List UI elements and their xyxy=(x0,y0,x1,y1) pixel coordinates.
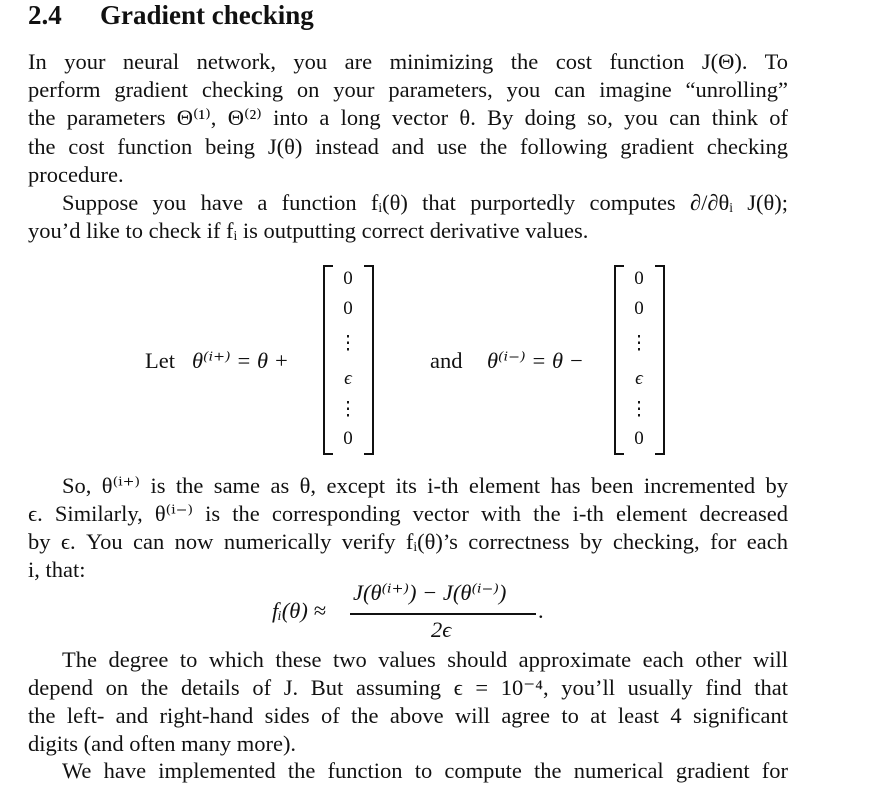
vector-cell: ⋮ xyxy=(338,399,358,420)
vector-cell: 0 xyxy=(343,298,353,319)
section-heading xyxy=(28,0,314,31)
right-bracket xyxy=(364,265,374,455)
paragraph-line: In your neural network, you are minimizing the cost function J(Θ). To xyxy=(28,49,788,74)
vector-cell: ⋮ xyxy=(629,399,649,420)
period: . xyxy=(538,598,544,623)
vector-cell: ϵ xyxy=(344,368,352,389)
fraction-numerator: J(θ⁽ⁱ⁺⁾) − J(θ⁽ⁱ⁻⁾) xyxy=(353,580,507,605)
paragraph-line: you’d like to check if fᵢ is outputting correct derivative values. xyxy=(28,218,589,243)
theta-plus-def: θ⁽ⁱ⁺⁾ = θ + xyxy=(192,348,289,373)
vector-cell: ⋮ xyxy=(338,333,358,354)
section-title: Gradient checking xyxy=(100,0,314,30)
vector-cell: 0 xyxy=(634,268,644,289)
vector-cell: 0 xyxy=(634,428,644,449)
paragraph-line-cut: We have implemented the function to compute the numerical gradient for xyxy=(62,758,788,783)
paragraph-line: Suppose you have a function fᵢ(θ) that purportedly computes ∂/∂θᵢ J(θ); xyxy=(62,190,788,215)
fraction-bar xyxy=(350,613,536,615)
fraction-denominator: 2ϵ xyxy=(431,617,452,642)
paragraph-line: the left- and right-hand sides of the above will agree to at least 4 significant xyxy=(28,703,788,728)
theta-minus-def: θ⁽ⁱ⁻⁾ = θ − xyxy=(487,348,584,373)
paragraph-line: depend on the details of J. But assuming ϵ = 10⁻⁴, you’ll usually find that xyxy=(28,675,788,700)
paragraph-line: The degree to which these two values should approximate each other will xyxy=(62,647,788,672)
paragraph-line: ϵ. Similarly, θ⁽ⁱ⁻⁾ is the corresponding vector with the i-th element decreased xyxy=(28,501,788,526)
section-number: 2.4 xyxy=(28,0,62,30)
paragraph-line: i, that: xyxy=(28,557,86,582)
paragraph-line: procedure. xyxy=(28,162,124,187)
approx-lhs: fᵢ(θ) ≈ xyxy=(272,598,326,623)
vector-cell: 0 xyxy=(634,298,644,319)
paragraph-line: the parameters Θ⁽¹⁾, Θ⁽²⁾ into a long vector θ. By doing so, you can think of xyxy=(28,105,788,130)
paragraph-line: So, θ⁽ⁱ⁺⁾ is the same as θ, except its i-th element has been incremented by xyxy=(62,473,788,498)
and-label: and xyxy=(430,348,463,373)
paragraph-line: the cost function being J(θ) instead and use the following gradient checking xyxy=(28,134,788,159)
vector-cell: ϵ xyxy=(635,368,643,389)
paragraph-line: by ϵ. You can now numerically verify fᵢ(θ)’s correctness by checking, for each xyxy=(28,529,788,554)
vector-cell: 0 xyxy=(343,268,353,289)
vector-cell: 0 xyxy=(343,428,353,449)
right-bracket xyxy=(655,265,665,455)
paragraph-line: perform gradient checking on your parameters, you can imagine “unrolling” xyxy=(28,77,788,102)
vector-cell: ⋮ xyxy=(629,333,649,354)
let-label: Let xyxy=(145,348,175,373)
paragraph-line: digits (and often many more). xyxy=(28,731,297,756)
left-bracket xyxy=(323,265,333,455)
left-bracket xyxy=(614,265,624,455)
